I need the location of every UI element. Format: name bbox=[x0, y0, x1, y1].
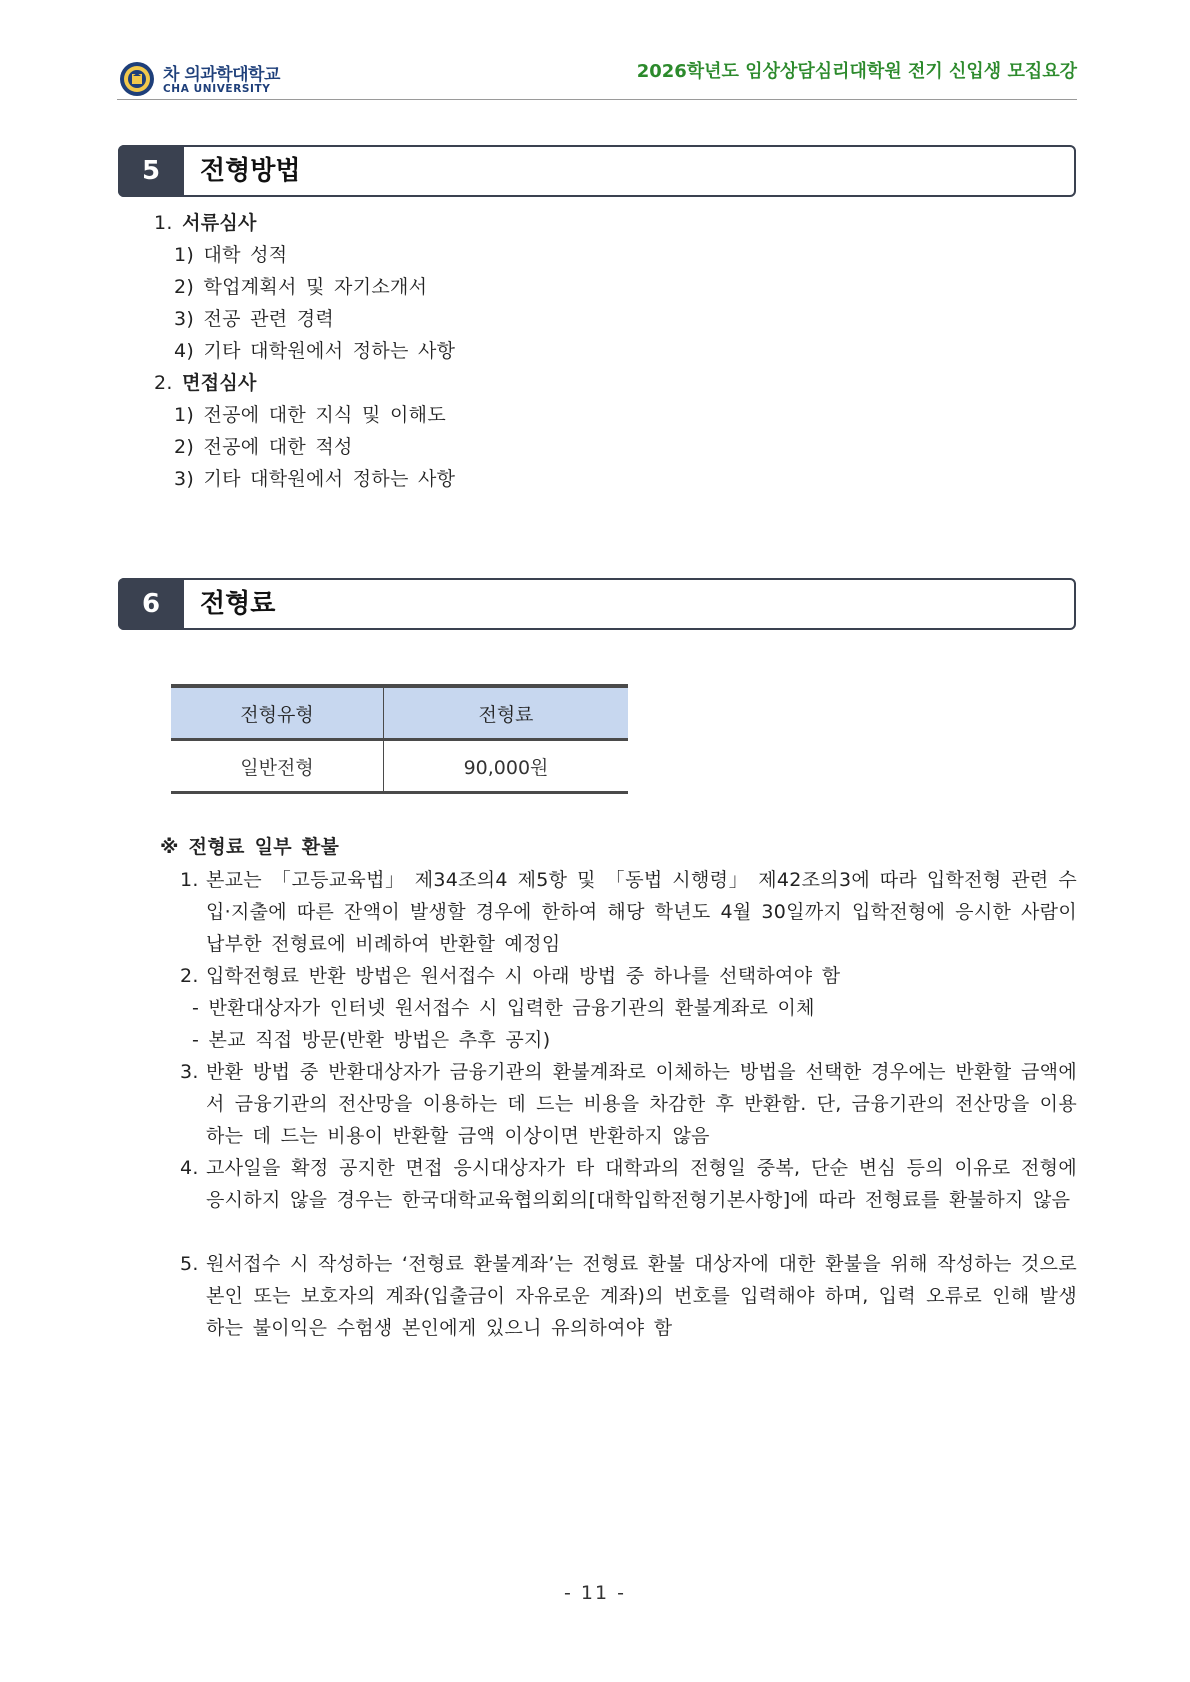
table-cell: 일반전형 bbox=[171, 740, 384, 793]
table-cell: 90,000원 bbox=[384, 740, 629, 793]
table-header-cell: 전형료 bbox=[384, 686, 629, 740]
university-name-korean: 차 의과학대학교 bbox=[163, 65, 280, 85]
refund-method: - 본교 직접 방문(반환 방법은 추후 공지) bbox=[192, 1029, 551, 1051]
list-subitem: 3) 기타 대학원에서 정하는 사항 bbox=[174, 468, 456, 490]
refund-item: 4. 고사일을 확정 공지한 면접 응시대상자가 타 대학과의 전형일 중복, 단순 변심 등의 이유로 전형에 응시하지 않을 경우는 한국대학교육협의회의[대학입학전형기본사항]에 따라 전형료를 환불하지 않음 bbox=[180, 1157, 1077, 1211]
fee-table bbox=[171, 684, 628, 794]
table-row bbox=[171, 740, 628, 793]
list-item: 1. 서류심사 bbox=[154, 212, 257, 234]
table-header-cell: 전형유형 bbox=[171, 686, 384, 740]
section-number: 6 bbox=[118, 578, 184, 630]
document-title: 2026학년도 임상상담심리대학원 전기 신입생 모집요강 bbox=[636, 61, 1077, 82]
refund-item: 5. 원서접수 시 작성하는 ‘전형료 환불계좌’는 전형료 환불 대상자에 대한 환불을 위해 작성하는 것으로 본인 또는 보호자의 계좌(입출금이 자유로운 계좌)의 번호를 입력해야 하며, 입력 오류로 인해 발생하는 불이익은 수험생 본인에게 있으니 유의하여야 함 bbox=[180, 1253, 1077, 1339]
section-title: 전형료 bbox=[200, 589, 276, 619]
list-subitem: 3) 전공 관련 경력 bbox=[174, 308, 335, 330]
list-subitem: 2) 학업계획서 및 자기소개서 bbox=[174, 276, 428, 298]
university-name-english: CHA UNIVERSITY bbox=[163, 83, 271, 95]
refund-title: ※ 전형료 일부 환불 bbox=[160, 836, 340, 858]
refund-method: - 반환대상자가 인터넷 원서접수 시 입력한 금융기관의 환불계좌로 이체 bbox=[192, 997, 815, 1019]
section-6-heading bbox=[118, 578, 1076, 630]
refund-item: 2. 입학전형료 반환 방법은 원서접수 시 아래 방법 중 하나를 선택하여야 함 bbox=[180, 965, 841, 987]
table-header-row bbox=[171, 686, 628, 740]
list-subitem: 1) 전공에 대한 지식 및 이해도 bbox=[174, 404, 446, 426]
list-subitem: 2) 전공에 대한 적성 bbox=[174, 436, 353, 458]
section-number: 5 bbox=[118, 145, 184, 197]
refund-item: 1. 본교는 「고등교육법」 제34조의4 제5항 및 「동법 시행령」 제42조의3에 따라 입학전형 관련 수입·지출에 따른 잔액이 발생할 경우에 한하여 해당 학년도 4월 30일까지 입학전형에 응시한 사람이 납부한 전형료에 비례하여 반환할 예정임 bbox=[180, 869, 1077, 955]
page-number: - 11 - bbox=[564, 1582, 626, 1604]
list-subitem: 1) 대학 성적 bbox=[174, 244, 288, 266]
section-5-heading bbox=[118, 145, 1076, 197]
refund-item: 3. 반환 방법 중 반환대상자가 금융기관의 환불계좌로 이체하는 방법을 선택한 경우에는 반환할 금액에서 금융기관의 전산망을 이용하는 데 드는 비용을 차감한 후 반환함. 단, 금융기관의 전산망을 이용하는 데 드는 비용이 반환할 금액 이상이면 반환하지 않음 bbox=[180, 1061, 1077, 1147]
list-item: 2. 면접심사 bbox=[154, 372, 257, 394]
section-title: 전형방법 bbox=[200, 156, 301, 186]
list-subitem: 4) 기타 대학원에서 정하는 사항 bbox=[174, 340, 456, 362]
university-seal-icon bbox=[119, 61, 155, 97]
page-header bbox=[117, 57, 1077, 100]
